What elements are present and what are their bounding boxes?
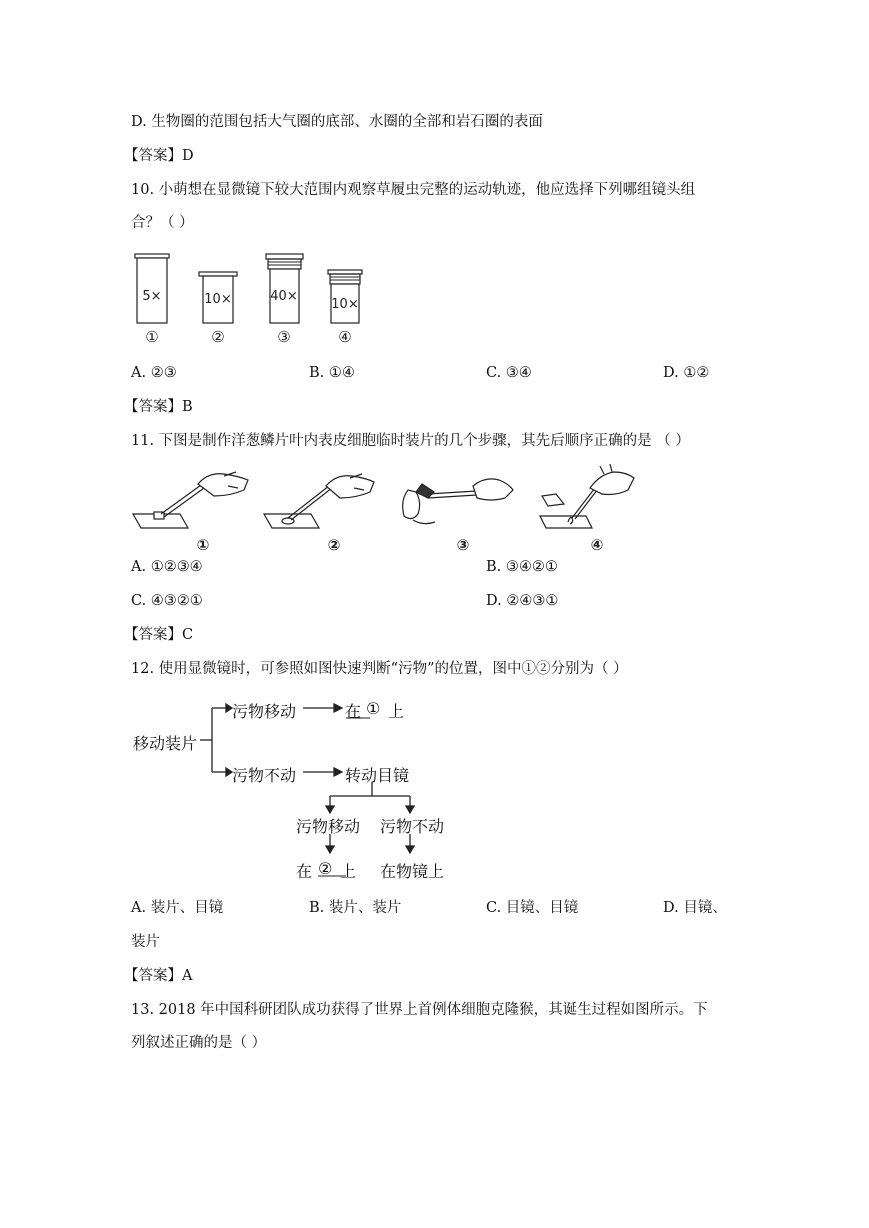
- lens-1: [135, 254, 169, 346]
- q10-option-b: B. ①④: [309, 365, 355, 381]
- lens-2-num: ②: [211, 328, 225, 346]
- lens-2-mag: 10×: [204, 292, 232, 307]
- step-2-num: ②: [327, 536, 341, 554]
- q12-stem: 12. 使用显微镜时，可参照如图快速判断“污物”的位置，图中①②分别为（ ）: [131, 661, 628, 677]
- flow-result-2-post: 上: [340, 862, 357, 881]
- flow-still-1: 污物不动: [232, 766, 297, 785]
- q12-option-d-cont: 装片: [131, 934, 160, 950]
- flow-root: 移动装片: [133, 734, 198, 753]
- q10-stem-line2: 合？（ ）: [131, 215, 194, 231]
- q9-answer: 【答案】D: [124, 148, 194, 164]
- step-4-illustration: [540, 464, 634, 528]
- step-2-illustration: [264, 474, 374, 528]
- flow-blank-2: ②: [318, 859, 333, 878]
- q12-option-b: B. 装片、装片: [309, 900, 402, 916]
- lens-3-num: ③: [277, 328, 291, 346]
- step-3-illustration: [403, 479, 513, 524]
- q11-stem: 11. 下图是制作洋葱鳞片叶内表皮细胞临时装片的几个步骤，其先后顺序正确的是 （ ）: [131, 433, 690, 449]
- q11-option-b: B. ③④②①: [486, 559, 558, 575]
- q10-stem-line1: 10. 小萌想在显微镜下较大范围内观察草履虫完整的运动轨迹，他应选择下列哪组镜头组: [131, 182, 696, 198]
- lens-1-mag: 5×: [142, 289, 162, 304]
- step-3-num: ③: [456, 536, 470, 554]
- lens-1-num: ①: [145, 328, 159, 346]
- q11-option-a: A. ①②③④: [131, 559, 203, 575]
- lens-figure: [125, 248, 375, 348]
- lens-3: [266, 254, 303, 346]
- q13-stem-line1: 13. 2018 年中国科研团队成功获得了世界上首例体细胞克隆猴，其诞生过程如图所示。下: [131, 1002, 708, 1018]
- q11-answer: 【答案】C: [124, 627, 194, 643]
- q9-option-d: D. 生物圈的范围包括大气圈的底部、水圈的全部和岩石圈的表面: [131, 114, 543, 130]
- step-4-num: ④: [590, 536, 604, 554]
- flow-still-2: 污物不动: [380, 817, 445, 836]
- flow-blank-1: ①: [366, 699, 381, 718]
- step-1-num: ①: [196, 536, 210, 554]
- q10-option-c: C. ③④: [486, 365, 532, 381]
- flow-result-1-pre: 在: [345, 702, 362, 721]
- flow-turn-eyepiece: 转动目镜: [345, 766, 410, 785]
- q12-option-d: D. 目镜、: [663, 900, 727, 916]
- lens-4-mag: 10×: [331, 297, 359, 312]
- q10-option-d: D. ①②: [663, 365, 710, 381]
- q11-option-d: D. ②④③①: [486, 593, 559, 609]
- q13-stem-line2: 列叙述正确的是（ ）: [131, 1035, 267, 1051]
- lens-4-num: ④: [338, 328, 352, 346]
- lens-4: [328, 270, 362, 346]
- flow-moves-1: 污物移动: [232, 702, 297, 721]
- flow-result-3: 在物镜上: [380, 862, 445, 881]
- q12-option-c: C. 目镜、目镜: [486, 900, 579, 916]
- step-1-illustration: [133, 472, 248, 528]
- q12-option-a: A. 装片、目镜: [131, 900, 224, 916]
- lens-3-mag: 40×: [270, 289, 298, 304]
- q10-answer: 【答案】B: [124, 399, 193, 415]
- q11-option-c: C. ④③②①: [131, 593, 203, 609]
- flow-moves-2: 污物移动: [296, 817, 361, 836]
- slide-steps-figure: [128, 462, 648, 557]
- flow-result-2-pre: 在: [296, 862, 313, 881]
- q10-option-a: A. ②③: [131, 365, 177, 381]
- q12-answer: 【答案】A: [124, 968, 193, 984]
- lens-2: [199, 272, 237, 346]
- flow-result-1-post: 上: [388, 702, 405, 721]
